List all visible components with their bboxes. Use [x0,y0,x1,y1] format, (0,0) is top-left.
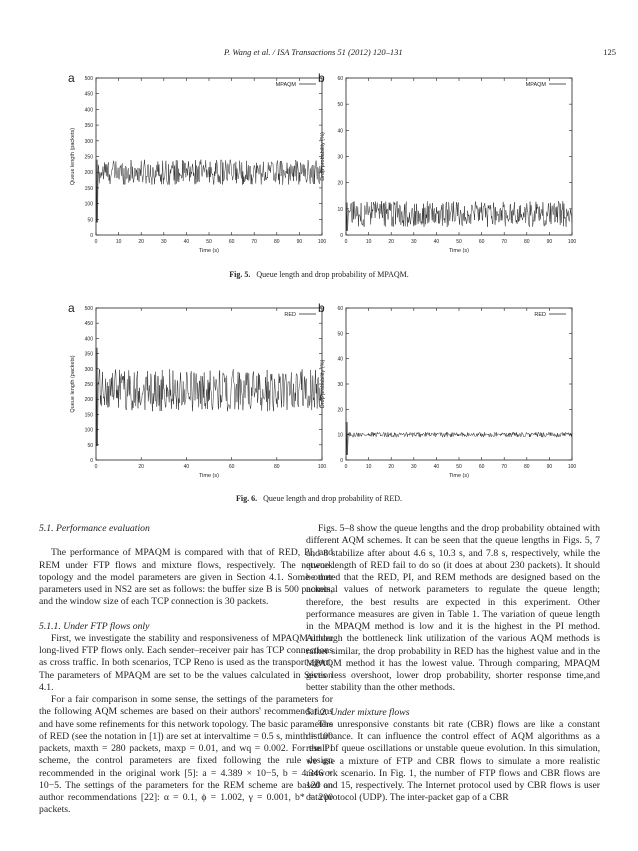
x-tick-label: 30 [161,239,167,245]
y-tick-label: 0 [90,458,93,464]
legend-label: RED [284,312,296,318]
x-tick-label: 10 [365,464,372,470]
fig5-caption-text: Queue length and drop probability of MPAQM. [256,270,409,279]
paragraph-parameters: For a fair comparison in some sense, the settings of the parameters for the following AQM schemes are based on their authors' recommendations and have some refinements for this network topology. The basic parameters of RED (see the notation in [1]) are set at intervaltime = 0.5 s, minth = 100 packets, maxth = 280 packets, maxp = 0.01, and wq = 0.002. For the PI scheme, the control parameters are fixed following the rule design recommended in the original work [5]: a = 4.389 × 10−5, b = 4.346 × 10−5. The settings of the parameters for the REM scheme are based on author recommendations [22]: α = 0.1, ϕ = 1.002, γ = 0.001, b* = 200 packets. [39,694,333,816]
x-tick-label: 0 [344,464,348,470]
y-tick-label: 60 [337,76,343,82]
series-line [96,160,322,223]
x-tick-label: 20 [388,239,394,245]
x-tick-label: 20 [138,239,144,245]
x-tick-label: 80 [274,464,280,470]
x-tick-label: 0 [94,464,98,470]
subsection-heading-mixture: 5.1.2. Under mixture flows [306,706,410,718]
paragraph-intro: The performance of MPAQM is compared with that of RED, PI, and REM under FTP flows and mixture flows, respectively. The network topology and the model parameters are given in Section 4.1. Some other parameters used in NS2 are set as follows: the buffer size B is 500 packets, and the window size of each TCP connection is 30 packets. [39,547,333,608]
x-tick-label: 90 [296,239,303,245]
fig5a-queue-length-chart [60,68,330,263]
page-number: 125 [603,47,616,57]
y-tick-label: 0 [340,458,343,464]
y-tick-label: 100 [84,427,93,434]
x-tick-label: 90 [546,464,553,470]
y-tick-label: 40 [337,128,343,135]
y-tick-label: 50 [87,217,93,224]
y-tick-label: 200 [84,397,93,404]
y-tick-label: 50 [337,331,343,338]
y-axis-label: Queue length (packets) [70,127,76,186]
right-column [306,523,600,805]
x-tick-label: 100 [317,464,327,470]
y-tick-label: 10 [337,206,343,213]
y-tick-label: 50 [87,442,93,449]
x-tick-label: 60 [228,464,235,470]
x-tick-label: 30 [411,239,417,245]
x-tick-label: 30 [411,464,417,470]
panel-label: b [318,71,325,85]
y-tick-label: 300 [84,138,93,145]
x-tick-label: 70 [501,464,507,470]
x-tick-label: 80 [274,239,280,245]
legend-label: MPAQM [525,82,546,88]
panel-label: a [68,301,75,315]
x-tick-label: 0 [94,239,98,245]
y-tick-label: 20 [337,180,343,187]
fig5-caption-label: Fig. 5. [229,270,251,279]
left-column [39,523,333,817]
plot-frame [96,78,322,235]
plot-frame [346,308,572,460]
x-tick-label: 0 [344,239,348,245]
y-tick-label: 500 [84,306,93,312]
x-tick-label: 100 [567,464,577,470]
y-tick-label: 30 [337,382,343,388]
y-tick-label: 10 [337,432,343,439]
paragraph-ftp-setup: First, we investigate the stability and responsiveness of MPAQM under long-lived FTP flows only. Each sender–receiver pair has TCP connections as cross traffic. In both scenarios, TCP Reno is used as the transport agent. The parameters of MPAQM are set to be the values calculated in Section 4.1. [39,632,333,693]
series-line [96,348,322,446]
journal-citation: P. Wang et al. / ISA Transactions 51 (2012) 120–131 [224,47,403,57]
y-tick-label: 0 [90,233,93,239]
fig5-caption [0,270,638,279]
x-tick-label: 50 [206,239,212,245]
y-tick-label: 50 [337,102,343,109]
x-tick-label: 20 [138,464,144,470]
x-tick-label: 60 [478,464,485,470]
y-tick-label: 450 [84,321,93,328]
x-tick-label: 50 [456,464,462,470]
y-tick-label: 350 [84,351,93,358]
x-axis-label: Time (s) [199,248,219,254]
series-line [346,201,572,231]
fig6-caption-label: Fig. 6. [236,494,258,503]
legend-label: MPAQM [275,82,296,88]
y-tick-label: 0 [340,233,343,239]
x-tick-label: 70 [501,239,507,245]
y-tick-label: 400 [84,107,93,114]
subsection-heading-ftp: 5.1.1. Under FTP flows only [39,620,150,632]
x-tick-label: 60 [228,239,235,245]
x-tick-label: 40 [183,239,190,245]
x-tick-label: 70 [251,239,257,245]
fig6-caption-text: Queue length and drop probability of RED. [263,494,402,503]
legend-label: RED [534,312,546,318]
x-tick-label: 100 [317,239,327,245]
x-tick-label: 80 [524,464,530,470]
panel-label: a [68,71,75,85]
x-tick-label: 40 [433,239,440,245]
x-tick-label: 80 [524,239,530,245]
x-tick-label: 40 [183,464,190,470]
y-tick-label: 200 [84,170,93,177]
y-axis-label: Drop probability (%) [320,359,326,409]
x-axis-label: Time (s) [449,248,469,254]
y-tick-label: 20 [337,407,343,414]
y-axis-label: Drop probability (%) [320,132,326,181]
plot-frame [346,78,572,235]
y-tick-label: 150 [84,412,93,419]
paragraph-mixture: The unresponsive constants bit rate (CBR) flows are like a constant disturbance. It can influence the control effect of AQM algorithms as a result of queue oscillations or unstable queue evolution. In this simulation, we use a mixture of FTP and CBR flows to simulate a more realistic network scenario. In Fig. 1, the number of FTP flows and CBR flows are 120 and 15, respectively. The Internet protocol used by CBR flows is user data protocol (UDP). The inter-packet gap of a CBR [306,718,600,804]
x-tick-label: 90 [546,239,553,245]
panel-label: b [318,301,325,315]
y-tick-label: 450 [84,91,93,98]
x-tick-label: 60 [478,239,485,245]
fig6-caption [0,494,638,503]
fig6a-queue-length-chart [60,298,330,488]
fig5b-drop-probability-chart [310,68,580,263]
section-heading-performance: 5.1. Performance evaluation [39,523,150,534]
y-tick-label: 150 [84,185,93,192]
x-tick-label: 40 [433,464,440,470]
y-tick-label: 350 [84,123,93,130]
series-line [346,422,572,455]
y-tick-label: 100 [84,201,93,208]
y-tick-label: 250 [84,154,93,161]
y-axis-label: Queue length (packets) [70,355,76,413]
y-tick-label: 250 [84,382,93,388]
y-tick-label: 500 [84,76,93,82]
x-tick-label: 100 [567,239,577,245]
y-tick-label: 300 [84,366,93,373]
y-tick-label: 30 [337,154,343,161]
x-tick-label: 10 [115,239,122,245]
x-tick-label: 50 [456,239,462,245]
fig6b-drop-probability-chart [310,298,580,488]
x-axis-label: Time (s) [199,473,219,479]
y-tick-label: 60 [337,306,343,312]
y-tick-label: 40 [337,356,343,363]
x-tick-label: 20 [388,464,394,470]
x-axis-label: Time (s) [449,473,469,479]
y-tick-label: 400 [84,336,93,343]
paragraph-results: Figs. 5–8 show the queue lengths and the drop probability obtained with different AQM schemes. It can be seen that the queue lengths in Figs. 5, 7 and 8 stabilize after about 4.6 s, 10.3 s, and 7.8 s, respectively, while the queue length of RED fail to do so (it does at about 230 packets). It should be noted that the RED, PI, and REM methods are designed based on the nominal values of network parameters to regulate the queue length; therefore, the best results are expected in this experiment. Other performance measures are given in Table 1. The variation of queue length in the MPAQM method is low and it is the highest in the PI method. Although the bottleneck link utilization of the various AQM methods is rather similar, the drop probability in RED has the highest value and in the MPAQM method it has the lowest value. Through comparing, MPAQM gives less overshoot, lower drop probability, shorter response time,and better stability than the other methods. [306,523,600,694]
x-tick-label: 10 [365,239,372,245]
